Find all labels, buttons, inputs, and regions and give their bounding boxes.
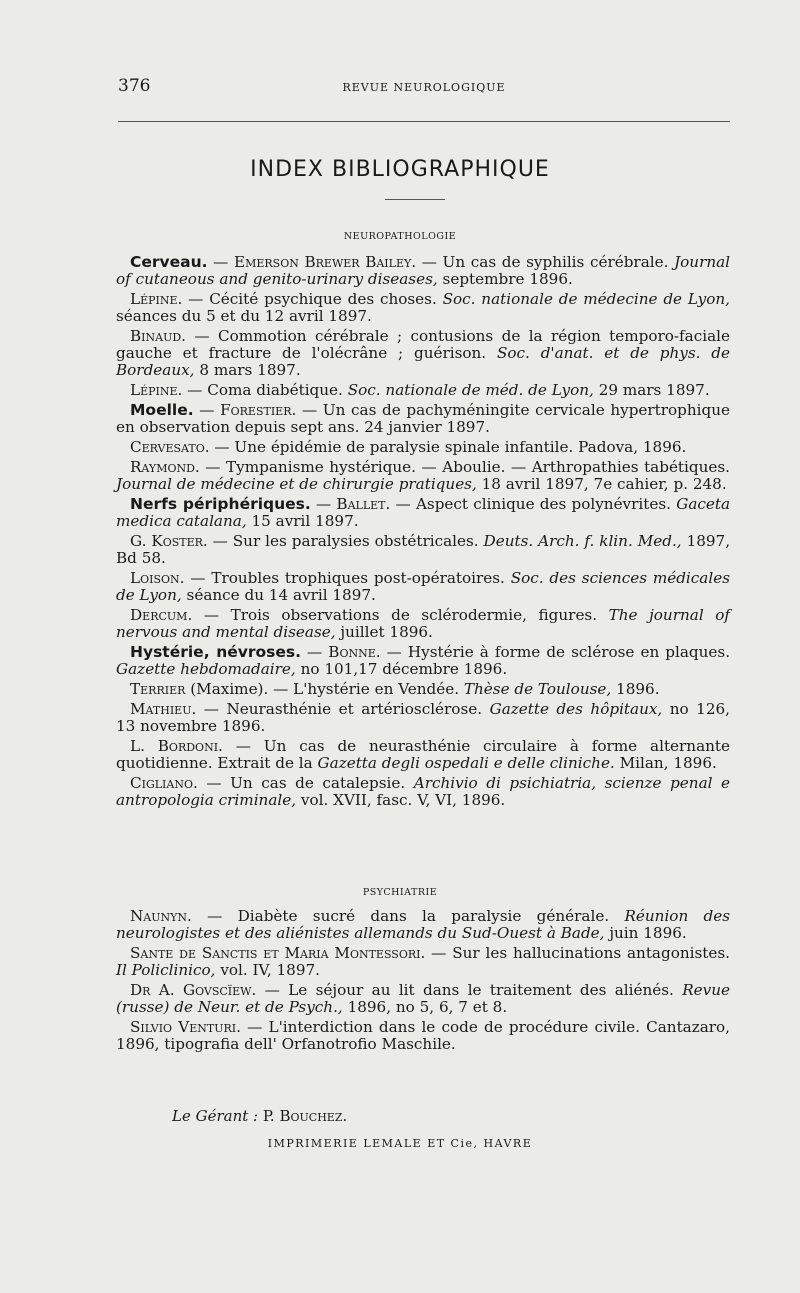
bib-entry: Cigliano. — Un cas de catalepsie. Archivio di psichiatria, scienze penal e antropologia criminale, vol. XVII, fasc. V, VI, 1896.: [116, 774, 731, 809]
entry-text: Hystérie à forme de sclérose en plaques.: [407, 643, 731, 661]
entry-source: Thèse de Toulouse,: [463, 680, 612, 698]
section-heading-psychiatrie: PSYCHIATRIE: [362, 887, 438, 898]
section-neuropathologie: [116, 254, 730, 812]
bib-entry: Cerveau. — Emerson Brewer Bailey. — Un cas de syphilis cérébrale. Journal of cutaneous and genito-urinary diseases, septembre 1896.: [116, 253, 731, 288]
gerant-label: Le Gérant :: [172, 1107, 259, 1125]
entry-date: séances du 5 et du 12 avril 1897.: [116, 307, 372, 325]
entry-author: Lépine.: [130, 290, 183, 308]
entry-date: no 126, 13 novembre 1896.: [116, 700, 731, 735]
entry-source: Journal de médecine et de chirurgie pratiques,: [116, 475, 477, 493]
entry-date: 8 mars 1897.: [199, 361, 301, 379]
entry-text: Un cas de neurasthénie circulaire à forme alternante quotidienne. Extrait de la: [116, 737, 731, 772]
entry-author: Cervesato.: [130, 438, 210, 456]
gerant-line: [172, 1107, 347, 1125]
entry-date: 1896, no 5, 6, 7 et 8.: [347, 998, 508, 1016]
entry-author: Naunyn.: [130, 907, 192, 925]
entry-text: Tympanisme hystérique. — Aboulie. — Arthropathies tabétiques.: [226, 458, 731, 476]
entry-text: Sur les paralysies obstétricales.: [232, 532, 479, 550]
bib-entry: Nerfs périphériques. — Ballet. — Aspect clinique des polynévrites. Gaceta medica catalana, 15 avril 1897.: [116, 495, 731, 530]
entry-author: Forestier.: [220, 401, 297, 419]
section-psychiatrie: [116, 908, 730, 1056]
running-title: REVUE NEUROLOGIQUE: [342, 81, 506, 94]
entry-date: no 101,17 décembre 1896.: [300, 660, 508, 678]
entry-source: Réunion des neurologistes et des aliénistes allemands du Sud-Ouest à Bade,: [116, 907, 731, 942]
entry-date: séance du 14 avril 1897.: [186, 586, 376, 604]
entry-source: Gazette hebdomadaire,: [116, 660, 296, 678]
bib-entry: Sante de Sanctis et Maria Montessori. — Sur les hallucinations antagonistes. Il Policlinico, vol. IV, 1897.: [116, 944, 730, 979]
bib-entry: Lépine. — Cécité psychique des choses. Soc. nationale de médecine de Lyon, séances du 5 et du 12 avril 1897.: [116, 290, 731, 325]
entry-category: Cerveau.: [130, 253, 208, 271]
entry-author: Silvio Venturi.: [130, 1018, 241, 1036]
entry-author: Cigliano.: [130, 774, 198, 792]
bib-entry: Dr A. Govscïew. — Le séjour au lit dans le traitement des aliénés. Revue (russe) de Neur. et de Psych., 1896, no 5, 6, 7 et 8.: [116, 981, 731, 1016]
entry-date: 1897, Bd 58.: [116, 532, 731, 567]
entry-text: Un cas de pachyméningite cervicale hypertrophique en observation depuis sept ans. 24 janvier 1897.: [116, 401, 731, 436]
entry-source: Soc. des sciences médicales de Lyon,: [116, 569, 730, 604]
entry-author: Lépine.: [130, 381, 183, 399]
entry-date: septembre 1896.: [442, 270, 573, 288]
entry-text: Une épidémie de paralysie spinale infantile. Padova, 1896.: [234, 438, 687, 456]
entry-source: Gazetta degli ospedali e delle cliniche.: [317, 754, 615, 772]
title-rule: [385, 199, 445, 200]
entry-date: vol. XVII, fasc. V, VI, 1896.: [300, 791, 506, 809]
bib-entry: Cervesato. — Une épidémie de paralysie spinale infantile. Padova, 1896.: [130, 438, 687, 456]
entry-author: G. Koster.: [130, 532, 208, 550]
page-number: 376: [118, 76, 151, 96]
entry-text: Aspect clinique des polynévrites.: [415, 495, 671, 513]
entry-date: juillet 1896.: [340, 623, 433, 641]
entry-date: vol. IV, 1897.: [220, 961, 320, 979]
entry-source: Il Policlinico,: [116, 961, 216, 979]
entry-category: Nerfs périphériques.: [130, 495, 311, 513]
entry-date: 15 avril 1897.: [251, 512, 359, 530]
entry-source: Soc. d'anat. et de phys. de Bordeaux,: [116, 344, 730, 379]
entry-text: Troubles trophiques post-opératoires.: [211, 569, 505, 587]
entry-text: Le séjour au lit dans le traitement des aliénés.: [288, 981, 674, 999]
entry-author: Terrier: [130, 680, 186, 698]
entry-source: The journal of nervous and mental disease,: [116, 606, 730, 641]
entry-text: Cécité psychique des choses.: [209, 290, 437, 308]
entry-source: Deuts. Arch. f. klin. Med.,: [483, 532, 682, 550]
entry-author: Bonne.: [328, 643, 381, 661]
page-header: [118, 76, 730, 100]
page-title: INDEX BIBLIOGRAPHIQUE: [250, 157, 550, 182]
bib-entry: Dercum. — Trois observations de sclérodermie, figures. The journal of nervous and mental disease, juillet 1896.: [116, 606, 730, 641]
entry-author: Binaud.: [130, 327, 186, 345]
entry-author: Emerson Brewer Bailey.: [234, 253, 417, 271]
entry-text: (Maxime). — L'hystérie en Vendée.: [190, 680, 460, 698]
entry-author: Loison.: [130, 569, 185, 587]
entry-source: Journal of cutaneous and genito-urinary diseases,: [116, 253, 731, 288]
entry-date: 29 mars 1897.: [598, 381, 710, 399]
bib-entry: G. Koster. — Sur les paralysies obstétricales. Deuts. Arch. f. klin. Med., 1897, Bd 58.: [116, 532, 731, 567]
entry-date: 1896.: [616, 680, 660, 698]
bib-entry: L. Bordoni. — Un cas de neurasthénie circulaire à forme alternante quotidienne. Extrait de la Gazetta degli ospedali e delle cliniche. Milan, 1896.: [116, 737, 731, 772]
bib-entry: [116, 681, 730, 698]
entry-date: 18 avril 1897, 7e cahier, p. 248.: [481, 475, 727, 493]
entry-source: Archivio di psichiatria, scienze penal e antropologia criminale,: [116, 774, 731, 809]
bib-entry: Silvio Venturi. — L'interdiction dans le code de procédure civile. Cantazaro, 1896, tipografia dell' Orfanotrofio Maschile.: [116, 1018, 731, 1053]
entry-category: Hystérie, névroses.: [130, 643, 301, 661]
header-rule: [118, 121, 730, 122]
entry-text: Diabète sucré dans la paralysie générale.: [237, 907, 610, 925]
entry-text: Coma diabétique.: [207, 381, 343, 399]
bib-entry: Raymond. — Tympanisme hystérique. — Aboulie. — Arthropathies tabétiques. Journal de médecine et de chirurgie pratiques, 18 avril 1897, 7e cahier, p. 248.: [116, 458, 731, 493]
entry-date: juin 1896.: [609, 924, 687, 942]
entry-author: Sante de Sanctis et Maria Montessori.: [130, 944, 426, 962]
bib-entry: Mathieu. — Neurasthénie et artériosclérose. Gazette des hôpitaux, no 126, 13 novembre 1896.: [116, 700, 731, 735]
entry-source: Gaceta medica catalana,: [116, 495, 731, 530]
section-heading-neuropathologie: NEUROPATHOLOGIE: [343, 231, 457, 242]
bib-entry: Naunyn. — Diabète sucré dans la paralysie générale. Réunion des neurologistes et des aliénistes allemands du Sud-Ouest à Bade, juin 1896.: [116, 907, 731, 942]
bib-entry: Loison. — Troubles trophiques post-opératoires. Soc. des sciences médicales de Lyon, séance du 14 avril 1897.: [116, 569, 730, 604]
entry-author: Mathieu.: [130, 700, 197, 718]
entry-text: Commotion cérébrale ; contusions de la région temporo-faciale gauche et fracture de l'olécrâne ; guérison.: [116, 327, 730, 362]
gerant-name: P. Bouchez.: [262, 1107, 348, 1125]
entry-author: Raymond.: [130, 458, 200, 476]
entry-text: L'interdiction dans le code de procédure civile. Cantazaro, 1896, tipografia dell' Orfanotrofio Maschile.: [116, 1018, 731, 1053]
entry-text: Un cas de catalepsie.: [230, 774, 406, 792]
imprint: IMPRIMERIE LEMALE ET Cie, HAVRE: [267, 1137, 533, 1150]
entry-text: Un cas de syphilis cérébrale.: [442, 253, 669, 271]
entry-text: Sur les hallucinations antagonistes.: [452, 944, 730, 962]
entry-source: Gazette des hôpitaux,: [489, 700, 663, 718]
entry-author: Dr A. Govscïew.: [130, 981, 257, 999]
bib-entry: Binaud. — Commotion cérébrale ; contusions de la région temporo-faciale gauche et fracture de l'olécrâne ; guérison. Soc. d'anat. et de phys. de Bordeaux, 8 mars 1897.: [116, 327, 730, 379]
entry-source: Soc. nationale de méd. de Lyon,: [347, 381, 594, 399]
entry-source: Soc. nationale de médecine de Lyon,: [442, 290, 731, 308]
entry-text: Neurasthénie et artériosclérose.: [226, 700, 483, 718]
bib-entry: Moelle. — Forestier. — Un cas de pachyméningite cervicale hypertrophique en observation depuis sept ans. 24 janvier 1897.: [116, 401, 731, 436]
entry-text: Trois observations de sclérodermie, figures.: [230, 606, 598, 624]
bib-entry: Hystérie, névroses. — Bonne. — Hystérie à forme de sclérose en plaques. Gazette hebdomadaire, no 101,17 décembre 1896.: [116, 643, 731, 678]
entry-author: L. Bordoni.: [130, 737, 223, 755]
entry-author: Ballet.: [336, 495, 391, 513]
entry-source: Revue (russe) de Neur. et de Psych.,: [116, 981, 731, 1016]
entry-author: Dercum.: [130, 606, 193, 624]
entry-date: Milan, 1896.: [619, 754, 717, 772]
entry-category: Moelle.: [130, 401, 194, 419]
bib-entry: Lépine. — Coma diabétique. Soc. nationale de méd. de Lyon, 29 mars 1897.: [130, 381, 710, 399]
